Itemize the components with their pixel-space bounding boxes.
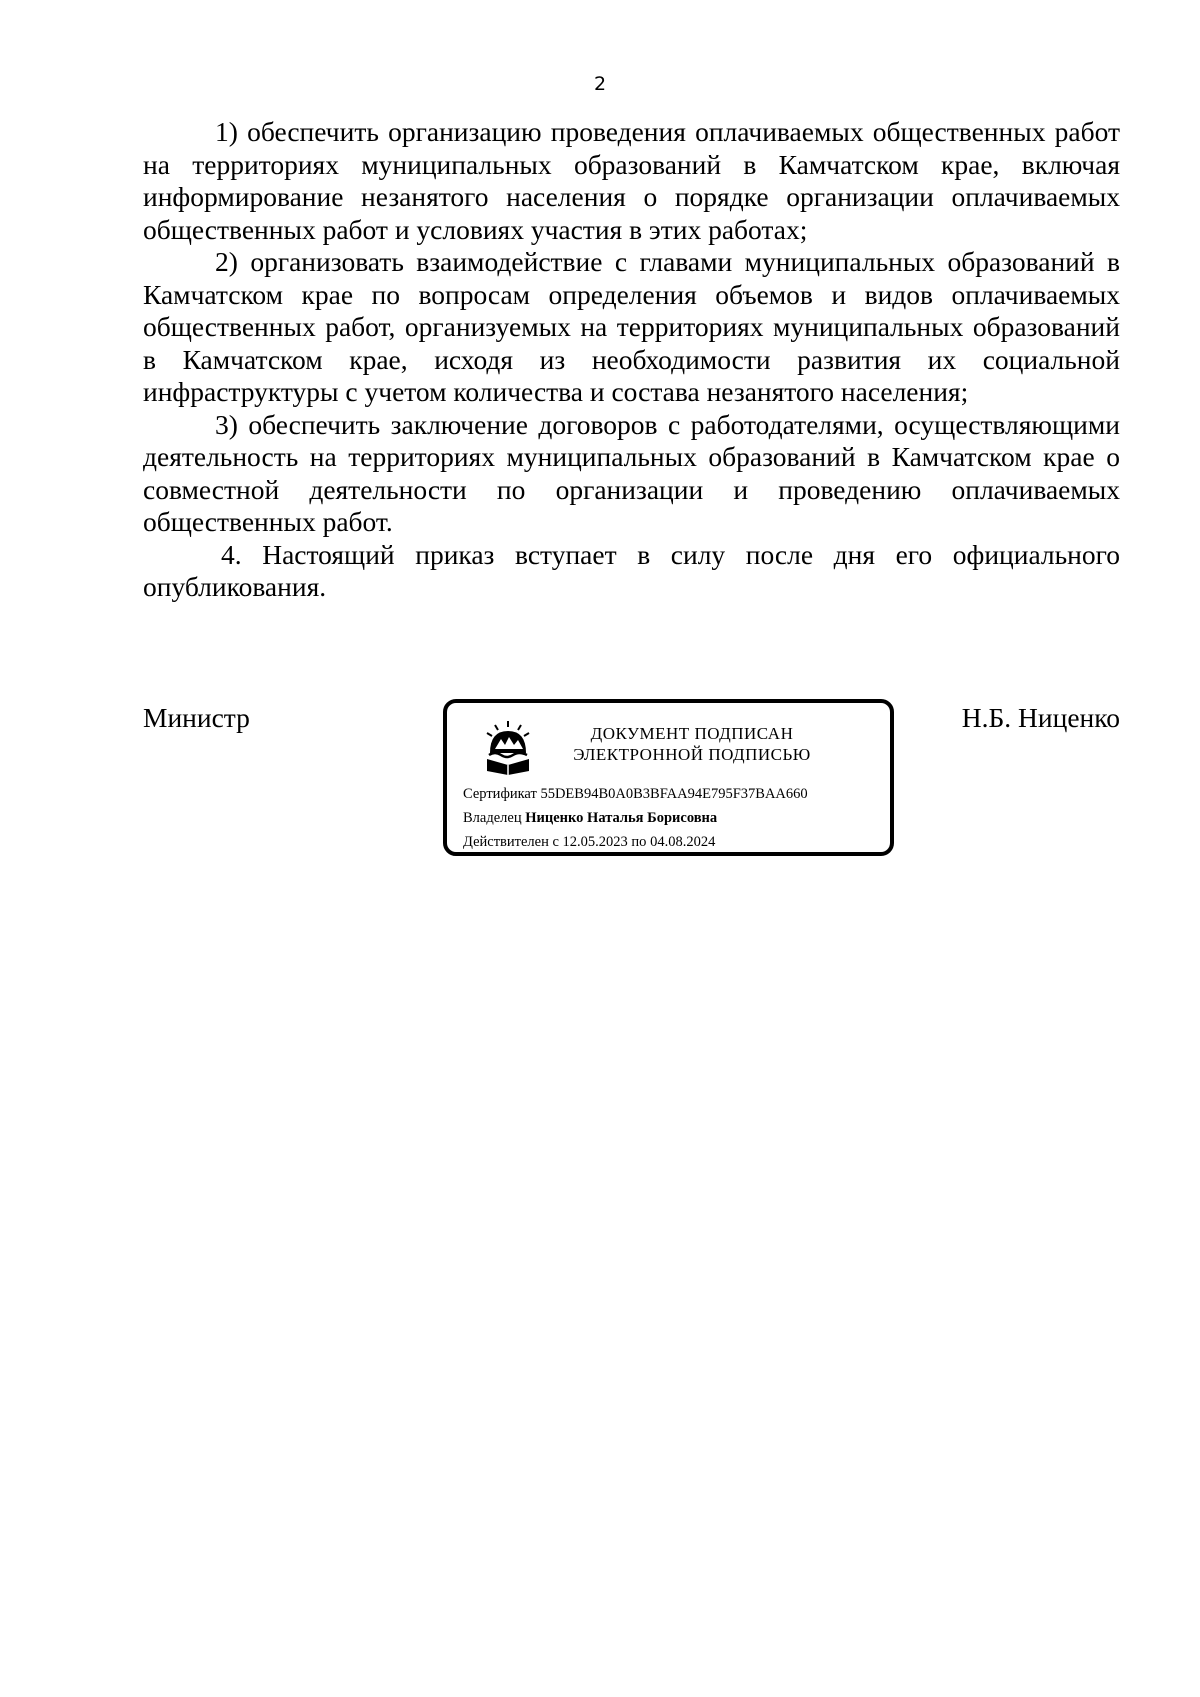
stamp-valid-label: Действителен с (463, 834, 559, 850)
stamp-certificate-label: Сертификат (463, 786, 537, 802)
stamp-validity-row (463, 833, 715, 851)
paragraph-clause-4: 4. Настоящий приказ вступает в силу после дня его официального опубликования. (143, 538, 1120, 602)
stamp-heading-line-1: ДОКУМЕНТ ПОДПИСАН (590, 724, 794, 743)
signatory-role: Министр (143, 702, 250, 733)
paragraph-item-3: 3) обеспечить заключение договоров с работодателями, осуществляющими деятельность на территориях муниципальных образований в Камчатском крае о совместной деятельности по организации и проведению оплачиваемых общественных работ. (143, 408, 1120, 537)
stamp-owner-value: Ниценко Наталья Борисовна (525, 810, 718, 826)
kamchatka-emblem-icon (483, 719, 533, 775)
stamp-owner-row (463, 809, 717, 827)
stamp-certificate-row (463, 785, 808, 803)
page-number: 2 (593, 73, 607, 95)
paragraph-item-2: 2) организовать взаимодействие с главами муниципальных образований в Камчатском крае по вопросам определения объемов и видов оплачиваемых общественных работ, организуемых на территориях муниципальных образований в Камчатском крае, исходя из необходимости развития их социальной инфраструктуры с учетом количества и состава незанятого населения; (143, 246, 1120, 407)
stamp-owner-label: Владелец (463, 810, 522, 826)
stamp-valid-to-label: по (631, 834, 647, 850)
electronic-signature-stamp (443, 699, 894, 856)
paragraph-item-1: 1) обеспечить организацию проведения оплачиваемых общественных работ на территориях муниципальных образований в Камчатском крае, включая информирование незанятого населения о порядке организации оплачиваемых общественных работ и условиях участия в этих работах; (143, 116, 1120, 245)
signatory-name: Н.Б. Ниценко (961, 702, 1120, 733)
stamp-heading-line-2: ЭЛЕКТРОННОЙ ПОДПИСЬЮ (573, 745, 811, 764)
stamp-heading (547, 723, 837, 765)
stamp-valid-from: 12.05.2023 (562, 834, 628, 850)
stamp-valid-to: 04.08.2024 (650, 834, 716, 850)
stamp-certificate-value: 55DEB94B0A0B3BFAA94E795F37BAA660 (540, 786, 808, 802)
document-body (143, 116, 1120, 604)
